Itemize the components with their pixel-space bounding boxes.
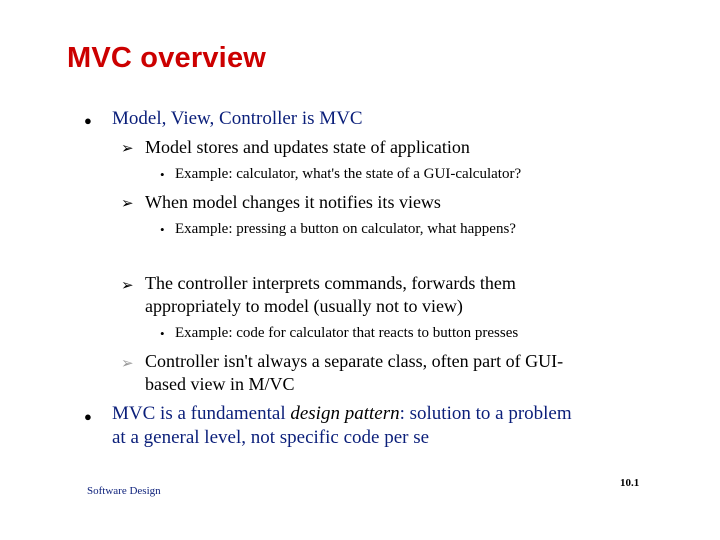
bullet-1-sub-3-line-2: appropriately to model (usually not to view) bbox=[145, 296, 463, 316]
footer-page-number: 10.1 bbox=[620, 477, 640, 489]
bullet-1-sub-2-example: Example: pressing a button on calculator, what happens? bbox=[175, 221, 516, 237]
bullet-2-post: : solution to a problem bbox=[399, 403, 572, 424]
bullet-2-line-1 bbox=[112, 403, 572, 425]
bullet-1-sub-3-line-1: The controller interprets commands, forwards them bbox=[145, 273, 516, 293]
small-bullet-icon: • bbox=[160, 167, 165, 182]
bullet-dot-icon: ● bbox=[84, 409, 92, 424]
bullet-2-pre: MVC is a fundamental bbox=[112, 403, 291, 424]
bullet-1-sub-4-line-2: based view in M/VC bbox=[145, 374, 295, 394]
footer-course-name: Software Design bbox=[87, 485, 161, 497]
bullet-1-sub-1-text: Model stores and updates state of application bbox=[145, 137, 470, 157]
bullet-1-text: Model, View, Controller is MVC bbox=[112, 108, 363, 129]
bullet-1-sub-2-text: When model changes it notifies its views bbox=[145, 192, 441, 212]
design-pattern-emphasis: design pattern bbox=[290, 403, 400, 424]
arrow-bullet-icon: ➢ bbox=[121, 196, 134, 212]
small-bullet-icon: • bbox=[160, 222, 165, 237]
bullet-dot-icon: ● bbox=[84, 113, 92, 128]
bullet-1-sub-4-line-1: Controller isn't always a separate class, often part of GUI- bbox=[145, 351, 564, 371]
bullet-2-line-2: at a general level, not specific code per se bbox=[112, 427, 430, 448]
arrow-bullet-icon: ➢ bbox=[121, 278, 134, 294]
page-title: MVC overview bbox=[67, 42, 267, 74]
arrow-bullet-icon: ➢ bbox=[121, 141, 134, 157]
arrow-bullet-icon: ➢ bbox=[121, 356, 134, 372]
bullet-1-sub-1-example: Example: calculator, what's the state of a GUI-calculator? bbox=[175, 166, 522, 182]
bullet-1-sub-3-example: Example: code for calculator that reacts to button presses bbox=[175, 325, 519, 341]
small-bullet-icon: • bbox=[160, 326, 165, 341]
